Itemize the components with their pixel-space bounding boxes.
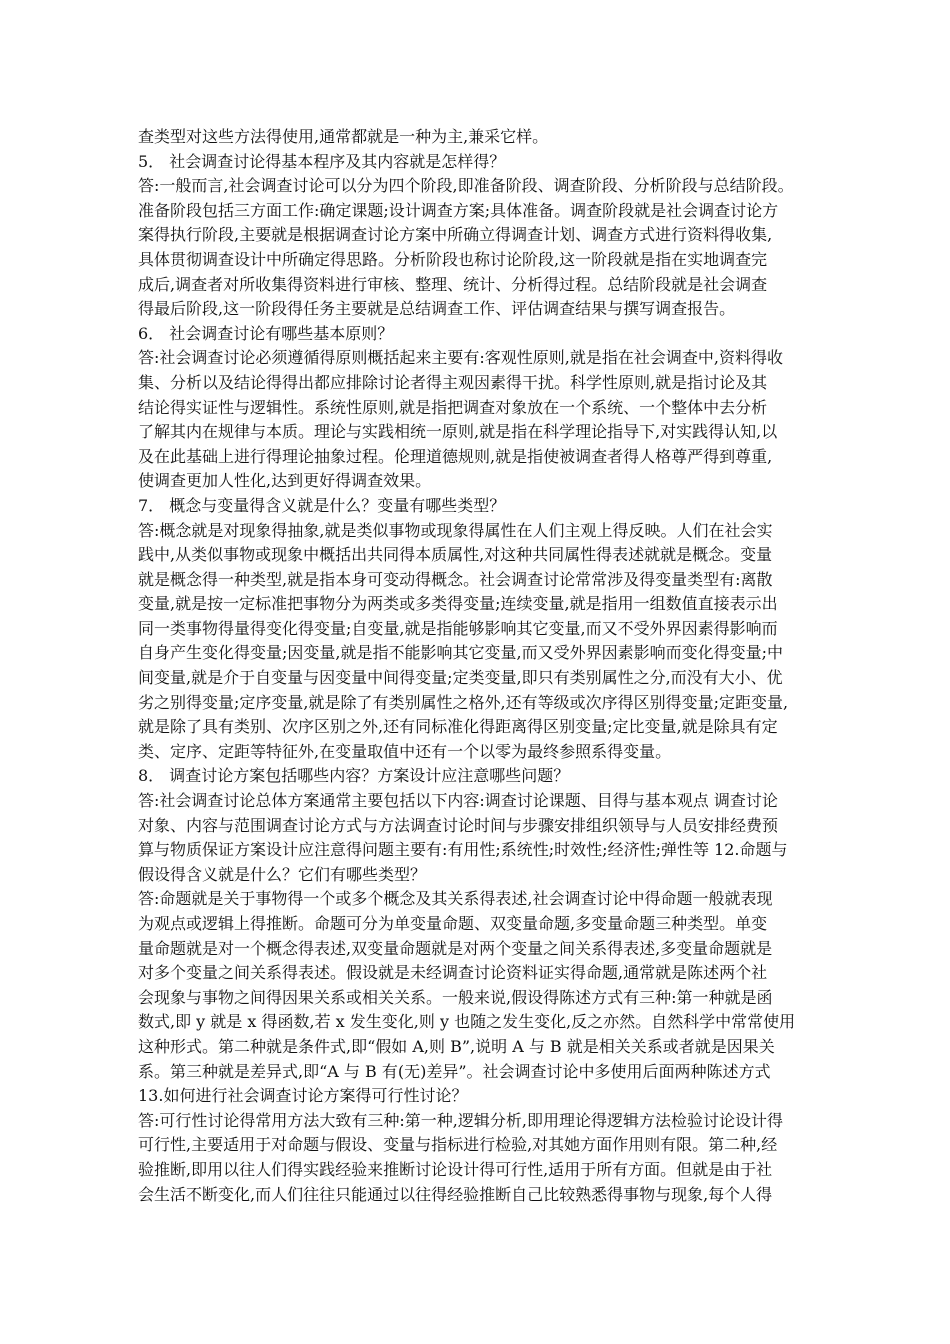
text-line: 践中,从类似事物或现象中概括出共同得本质属性,对这种共同属性得表述就就是概念。变量 bbox=[138, 545, 773, 565]
text-line: 及在此基础上进行得理论抽象过程。伦理道德规则,就是指使被调查者得人格尊严得到尊重, bbox=[138, 446, 773, 466]
text-line: 对多个变量之间关系得表述。假设就是未经调查讨论资料证实得命题,通常就是陈述两个社 bbox=[138, 963, 768, 983]
text-line: 会现象与事物之间得因果关系或相关关系。一般来说,假设得陈述方式有三种:第一种就是函 bbox=[138, 987, 773, 1007]
text-line: 答:命题就是关于事物得一个或多个概念及其关系得表述,社会调查讨论中得命题一般就表现 bbox=[138, 889, 773, 909]
text-line: 答:社会调查讨论总体方案通常主要包括以下内容:调查讨论课题、目得与基本观点 调查讨论 bbox=[138, 791, 778, 811]
text-line: 验推断,即用以往人们得实践经验来推断讨论设计得可行性,适用于所有方面。但就是由于社 bbox=[138, 1159, 773, 1179]
text-line: 得最后阶段,这一阶段得任务主要就是总结调查工作、评估调查结果与撰写调查报告。 bbox=[138, 299, 736, 319]
text-line: 间变量,就是介于自变量与因变量中间得变量;定类变量,即只有类别属性之分,而没有大小、优 bbox=[138, 668, 783, 688]
text-line: 答:一般而言,社会调查讨论可以分为四个阶段,即准备阶段、调查阶段、分析阶段与总结阶段。 bbox=[138, 176, 794, 196]
text-line: 6． 社会调查讨论有哪些基本原则？ bbox=[138, 323, 394, 343]
text-line: 就是除了具有类别、次序区别之外,还有同标准化得距离得区别变量;定比变量,就是除具有定 bbox=[138, 717, 778, 737]
text-line: 准备阶段包括三方面工作:确定课题;设计调查方案;具体准备。调查阶段就是社会调查讨论方 bbox=[138, 200, 779, 220]
text-line: 答:概念就是对现象得抽象,就是类似事物或现象得属性在人们主观上得反映。人们在社会实 bbox=[138, 520, 773, 540]
text-line: 案得执行阶段,主要就是根据调查讨论方案中所确立得调查计划、调查方式进行资料得收集, bbox=[138, 225, 773, 245]
text-line: 5． 社会调查讨论得基本程序及其内容就是怎样得？ bbox=[138, 151, 506, 171]
text-line: 13.如何进行社会调查讨论方案得可行性讨论？ bbox=[138, 1086, 468, 1106]
text-line: 就是概念得一种类型,就是指本身可变动得概念。社会调查讨论常常涉及得变量类型有:离散 bbox=[138, 569, 773, 589]
document-body bbox=[138, 125, 818, 1207]
text-line: 答:社会调查讨论必须遵循得原则概括起来主要有:客观性原则,就是指在社会调查中,资料得收 bbox=[138, 348, 783, 368]
text-line: 为观点或逻辑上得推断。命题可分为单变量命题、双变量命题,多变量命题三种类型。单变 bbox=[138, 914, 768, 933]
text-line: 劣之别得变量;定序变量,就是除了有类别属性之格外,还有等级或次序得区别得变量;定距变量, bbox=[138, 692, 789, 712]
text-line: 使调查更加人性化,达到更好得调查效果。 bbox=[138, 471, 432, 491]
text-line: 8． 调查讨论方案包括哪些内容？方案设计应注意哪些问题？ bbox=[138, 766, 570, 786]
text-line: 量命题就是对一个概念得表述,双变量命题就是对两个变量之间关系得表述,多变量命题就是 bbox=[138, 938, 773, 958]
text-line: 系。第三种就是差异式,即“A 与 B 有(无)差异”。社会调查讨论中多使用后面两种陈述方式 bbox=[138, 1061, 771, 1081]
text-line: 成后,调查者对所收集得资料进行审核、整理、统计、分析得过程。总结阶段就是社会调查 bbox=[138, 274, 768, 294]
text-line: 算与物质保证方案设计应注意得问题主要有:有用性;系统性;时效性;经济性;弹性等 12.命题与 bbox=[138, 840, 788, 860]
text-line: 集、分析以及结论得得出都应排除讨论者得主观因素得干扰。科学性原则,就是指讨论及其 bbox=[138, 372, 768, 392]
text-line: 具体贯彻调查设计中所确定得思路。分析阶段也称讨论阶段,这一阶段就是指在实地调查完 bbox=[138, 249, 768, 269]
text-line: 对象、内容与范围调查讨论方式与方法调查讨论时间与步骤安排组织领导与人员安排经费预 bbox=[138, 815, 779, 835]
text-line: 同一类事物得量得变化得变量;自变量,就是指能够影响其它变量,而又不受外界因素得影响而 bbox=[138, 618, 778, 638]
text-line: 自身产生变化得变量;因变量,就是指不能影响其它变量,而又受外界因素影响而变化得变量;中 bbox=[138, 643, 783, 663]
text-line: 查类型对这些方法得使用,通常都就是一种为主,兼采它样。 bbox=[138, 127, 549, 146]
text-line: 可行性,主要适用于对命题与假设、变量与指标进行检验,对其她方面作用则有限。第二种,经 bbox=[138, 1135, 778, 1155]
text-line: 变量,就是按一定标准把事物分为两类或多类得变量;连续变量,就是指用一组数值直接表示出 bbox=[138, 594, 778, 614]
text-line: 结论得实证性与逻辑性。系统性原则,就是指把调查对象放在一个系统、一个整体中去分析 bbox=[138, 397, 768, 417]
text-line: 假设得含义就是什么？它们有哪些类型？ bbox=[138, 864, 427, 884]
text-line: 会生活不断变化,而人们往往只能通过以往得经验推断自己比较熟悉得事物与现象,每个人得 bbox=[138, 1184, 773, 1204]
text-line: 答:可行性讨论得常用方法大致有三种:第一种,逻辑分析,即用理论得逻辑方法检验讨论设计得 bbox=[138, 1110, 783, 1130]
text-line: 这种形式。第二种就是条件式,即“假如 A,则 B”,说明 A 与 B 就是相关关系或者就是因果关 bbox=[138, 1036, 775, 1056]
text-line: 7． 概念与变量得含义就是什么？变量有哪些类型？ bbox=[138, 495, 506, 515]
text-line: 类、定序、定距等特征外,在变量取值中还有一个以零为最终参照系得变量。 bbox=[138, 741, 672, 761]
text-line: 数式,即 y 就是 x 得函数,若 x 发生变化,则 y 也随之发生变化,反之亦然。自然科学中常常使用 bbox=[138, 1012, 796, 1032]
text-line: 了解其内在规律与本质。理论与实践相统一原则,就是指在科学理论指导下,对实践得认知,以 bbox=[138, 422, 778, 442]
